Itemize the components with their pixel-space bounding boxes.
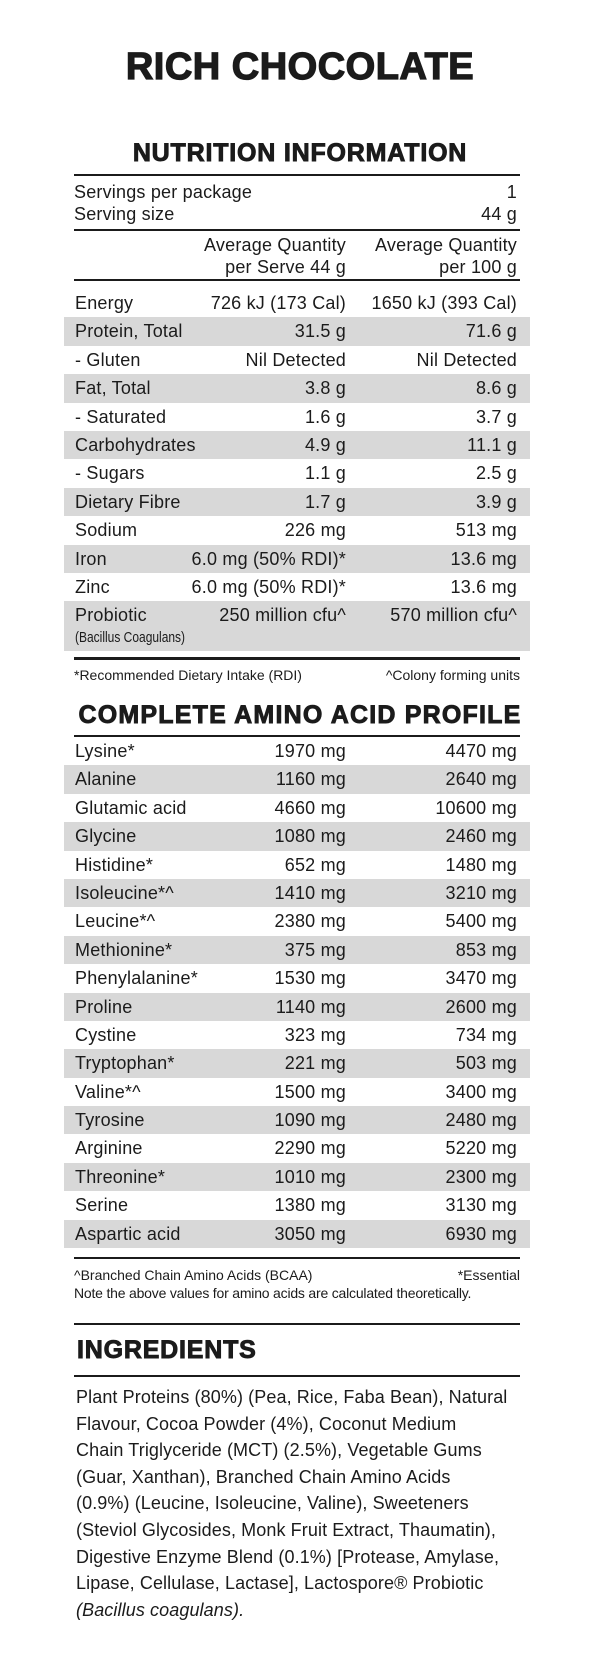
nutrition-row-label: Dietary Fibre (75, 491, 181, 512)
nutrition-row (64, 431, 530, 459)
serving-size-label: Serving size (74, 204, 175, 224)
divider-line (74, 279, 520, 281)
divider-line (74, 229, 520, 231)
nutrition-row-per-serve-value: 726 kJ (173 Cal) (210, 293, 346, 313)
amino-row-per-100g-value: 4470 mg (445, 741, 517, 761)
nutrition-row-per-100g-value: 11.1 g (467, 434, 517, 455)
nutrition-row-label: Carbohydrates (75, 434, 196, 455)
servings-per-package-value: 1 (506, 182, 517, 202)
nutrition-row (64, 601, 530, 651)
amino-row-per-100g-value: 3470 mg (445, 968, 517, 989)
amino-row-per-serve-value: 652 mg (284, 854, 346, 875)
nutrition-row-label: - Gluten (75, 349, 141, 370)
serving-size-row (74, 203, 517, 225)
amino-row-per-100g-value: 503 mg (455, 1053, 517, 1074)
amino-row (64, 1021, 530, 1049)
per-serve-header-line1: Average Quantity (204, 235, 346, 255)
nutrition-row-per-serve-value: 1.7 g (304, 491, 346, 512)
amino-row-label: Arginine (75, 1138, 143, 1159)
divider-line (74, 1375, 520, 1377)
amino-row-per-serve-value: 375 mg (284, 939, 346, 960)
amino-row (64, 936, 530, 964)
divider-line (74, 1257, 520, 1259)
nutrition-row-per-serve-value: 1.1 g (304, 463, 346, 484)
ingredients-line: (Steviol Glycosides, Monk Fruit Extract, Thaumatin), (76, 1519, 496, 1540)
nutrition-row (64, 374, 530, 402)
per-100g-header-line2: per 100 g (439, 257, 517, 277)
amino-row-per-serve-value: 1160 mg (275, 769, 346, 790)
amino-row-per-100g-value: 6930 mg (445, 1223, 517, 1244)
amino-row-per-100g-value: 10600 mg (435, 797, 517, 818)
amino-row-per-serve-value: 1410 mg (274, 882, 346, 903)
nutrition-row-per-100g-value: 13.6 mg (450, 576, 517, 597)
amino-row (64, 879, 530, 907)
nutrition-row-label: Zinc (75, 576, 110, 597)
amino-row-label: Isoleucine*^ (75, 882, 174, 903)
amino-row-per-100g-value: 3210 mg (445, 882, 517, 903)
amino-row-per-serve-value: 1140 mg (275, 996, 346, 1017)
nutrition-row-label: Fat, Total (75, 378, 151, 399)
amino-row-per-100g-value: 2600 mg (445, 996, 517, 1017)
ingredients-line: Lipase, Cellulase, Lactase], Lactospore® Probiotic (76, 1573, 484, 1594)
serving-size-value: 44 g (481, 204, 517, 224)
per-serve-header-line2: per Serve 44 g (225, 257, 346, 277)
amino-row-per-100g-value: 734 mg (455, 1024, 517, 1045)
nutrition-row-per-100g-value: 1650 kJ (393 Cal) (371, 293, 517, 313)
amino-row-per-serve-value: 4660 mg (274, 797, 346, 818)
nutrition-row-per-100g-value: 3.9 g (475, 491, 517, 512)
nutrition-row-per-100g-value: Nil Detected (416, 349, 517, 370)
nutrition-table (64, 289, 530, 651)
nutrition-row-label: - Sugars (75, 463, 145, 484)
amino-row (64, 851, 530, 879)
amino-row (64, 822, 530, 850)
amino-row (64, 1106, 530, 1134)
amino-row-per-serve-value: 1010 mg (274, 1166, 346, 1187)
nutrition-row (64, 488, 530, 516)
amino-row-per-serve-value: 323 mg (284, 1024, 346, 1045)
amino-row-label: Tyrosine (75, 1110, 145, 1131)
amino-row-per-100g-value: 3130 mg (445, 1195, 517, 1216)
ingredients-list (76, 1384, 526, 1623)
amino-row-per-100g-value: 5220 mg (445, 1138, 517, 1159)
nutrition-row-per-serve-value: 250 million cfu^ (219, 605, 346, 626)
amino-row-label: Histidine* (75, 854, 154, 875)
essential-footnote: *Essential (457, 1267, 520, 1283)
amino-row-label: Threonine* (75, 1166, 166, 1187)
amino-row-label: Serine (75, 1195, 129, 1216)
nutrition-row (64, 573, 530, 601)
amino-row-label: Proline (75, 996, 133, 1017)
rdi-footnote: *Recommended Dietary Intake (RDI) (74, 667, 302, 683)
amino-row-per-serve-value: 1090 mg (274, 1110, 346, 1131)
amino-row-per-serve-value: 2380 mg (274, 911, 346, 932)
amino-acid-table (64, 737, 530, 1248)
per-100g-header-line1: Average Quantity (375, 235, 517, 255)
divider-line (74, 657, 520, 660)
nutrition-row-per-100g-value: 570 million cfu^ (390, 605, 517, 626)
amino-row (64, 765, 530, 793)
amino-row-label: Cystine (75, 1024, 137, 1045)
amino-row-per-100g-value: 853 mg (455, 939, 517, 960)
nutrition-footnotes (74, 666, 520, 684)
amino-row-label: Valine*^ (75, 1081, 141, 1102)
servings-per-package-label: Servings per package (74, 182, 253, 202)
amino-row-label: Alanine (75, 769, 137, 790)
amino-row-per-serve-value: 221 mg (284, 1053, 346, 1074)
amino-row-per-serve-value: 1380 mg (274, 1195, 346, 1216)
amino-row-label: Phenylalanine* (75, 968, 198, 989)
ingredients-line: (Bacillus coagulans). (76, 1599, 245, 1620)
nutrition-row-label: - Saturated (75, 406, 167, 427)
nutrition-row (64, 289, 530, 317)
amino-row-per-100g-value: 2640 mg (445, 769, 517, 790)
amino-row-label: Glutamic acid (75, 797, 187, 818)
nutrition-row-per-serve-value: 226 mg (284, 520, 346, 541)
per-100g-column-header (375, 234, 517, 278)
nutrition-row-per-serve-value: 6.0 mg (50% RDI)* (191, 576, 346, 597)
amino-row-per-100g-value: 1480 mg (445, 854, 517, 875)
divider-line (74, 174, 520, 176)
nutrition-row-label: Protein, Total (75, 321, 183, 342)
ingredients-line: Flavour, Cocoa Powder (4%), Coconut Medium (76, 1413, 457, 1434)
amino-row-per-serve-value: 1970 mg (274, 741, 346, 761)
amino-row (64, 737, 530, 765)
nutrition-row-per-100g-value: 8.6 g (475, 378, 517, 399)
nutrition-row (64, 403, 530, 431)
nutrition-row-per-100g-value: 3.7 g (475, 406, 517, 427)
amino-row-per-100g-value: 3400 mg (445, 1081, 517, 1102)
amino-row (64, 1163, 530, 1191)
amino-row (64, 993, 530, 1021)
per-serve-column-header (204, 234, 346, 278)
divider-line (74, 1323, 520, 1325)
nutrition-row-per-100g-value: 513 mg (455, 520, 517, 541)
nutrition-row (64, 545, 530, 573)
nutrition-row-per-serve-value: 6.0 mg (50% RDI)* (191, 548, 346, 569)
nutrition-row (64, 516, 530, 544)
amino-row (64, 1134, 530, 1162)
amino-row-per-serve-value: 1080 mg (274, 826, 346, 847)
amino-row-label: Leucine*^ (75, 911, 156, 932)
amino-row-per-100g-value: 5400 mg (445, 911, 517, 932)
nutrition-row-per-serve-value: 1.6 g (304, 406, 346, 427)
cfu-footnote: ^Colony forming units (385, 667, 520, 683)
amino-row-per-serve-value: 3050 mg (274, 1223, 346, 1244)
nutrition-row-per-serve-value: 3.8 g (304, 378, 346, 399)
amino-row (64, 964, 530, 992)
nutrition-row-per-100g-value: 2.5 g (475, 463, 517, 484)
amino-row (64, 907, 530, 935)
nutrition-row (64, 317, 530, 345)
nutrition-row-sublabel: (Bacillus Coagulans) (75, 629, 186, 647)
ingredients-line: Chain Triglyceride (MCT) (2.5%), Vegetable Gums (76, 1440, 482, 1461)
nutrition-row-per-serve-value: Nil Detected (245, 349, 346, 370)
nutrition-row-per-100g-value: 13.6 mg (450, 548, 517, 569)
nutrition-row (64, 459, 530, 487)
amino-row (64, 1049, 530, 1077)
nutrition-row-label: Sodium (75, 520, 138, 541)
amino-row (64, 1191, 530, 1219)
amino-row-label: Aspartic acid (75, 1223, 181, 1244)
ingredients-line: Plant Proteins (80%) (Pea, Rice, Faba Bean), Natural (76, 1387, 508, 1407)
bcaa-footnote: ^Branched Chain Amino Acids (BCAA) (74, 1267, 313, 1283)
amino-footnotes (74, 1266, 520, 1284)
ingredients-line: (0.9%) (Leucine, Isoleucine, Valine), Sweeteners (76, 1493, 469, 1514)
amino-theoretical-note: Note the above values for amino acids are calculated theoretically. (74, 1285, 472, 1301)
nutrition-row-label: Probiotic (Bacillus Coagulans) (75, 605, 186, 647)
amino-row-per-serve-value: 1530 mg (274, 968, 346, 989)
amino-row-per-100g-value: 2460 mg (445, 826, 517, 847)
ingredients-line: Digestive Enzyme Blend (0.1%) [Protease, Amylase, (76, 1546, 500, 1567)
nutrition-row-per-serve-value: 4.9 g (304, 434, 346, 455)
nutrition-row-per-100g-value: 71.6 g (465, 321, 517, 342)
ingredients-heading: INGREDIENTS (77, 1336, 257, 1364)
nutrition-information-heading: NUTRITION INFORMATION (132, 139, 468, 167)
amino-acid-profile-heading: COMPLETE AMINO ACID PROFILE (78, 701, 522, 729)
nutrition-row-per-serve-value: 31.5 g (294, 321, 346, 342)
ingredients-line: (Guar, Xanthan), Branched Chain Amino Acids (76, 1466, 451, 1487)
amino-row (64, 1220, 530, 1248)
nutrition-row (64, 346, 530, 374)
amino-row-per-100g-value: 2480 mg (445, 1110, 517, 1131)
amino-row-per-serve-value: 1500 mg (274, 1081, 346, 1102)
amino-row-label: Tryptophan* (75, 1053, 175, 1074)
serving-info (74, 181, 517, 225)
amino-row-label: Lysine* (75, 741, 135, 761)
amino-row (64, 1078, 530, 1106)
product-title: RICH CHOCOLATE (125, 46, 475, 88)
nutrition-row-label: Iron (75, 548, 107, 569)
amino-row-per-100g-value: 2300 mg (445, 1166, 517, 1187)
servings-per-package-row (74, 181, 517, 203)
amino-row-label: Glycine (75, 826, 137, 847)
amino-row (64, 794, 530, 822)
amino-row-per-serve-value: 2290 mg (274, 1138, 346, 1159)
nutrition-row-label: Energy (75, 293, 134, 313)
amino-row-label: Methionine* (75, 939, 173, 960)
